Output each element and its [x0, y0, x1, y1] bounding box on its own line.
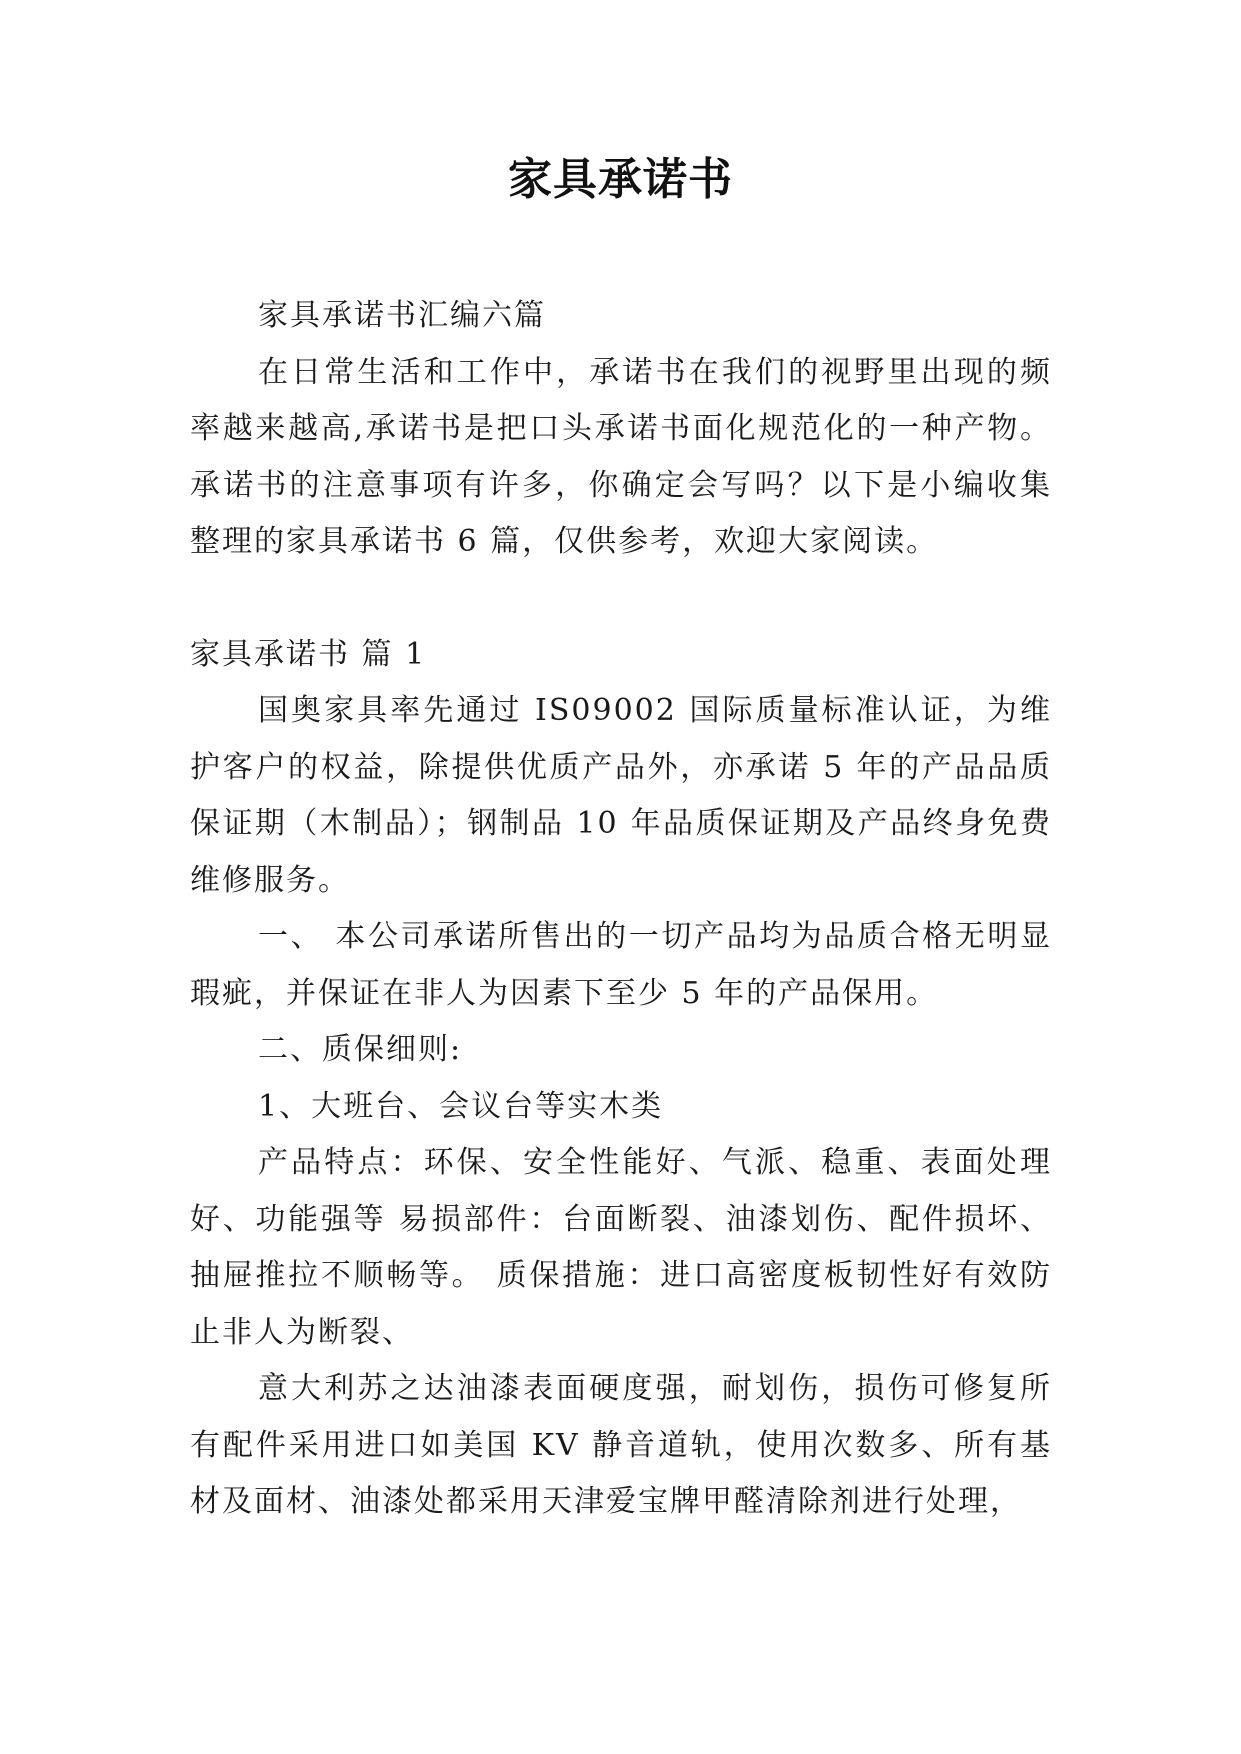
body-paragraph-4: 1、大班台、会议台等实木类 [258, 1088, 664, 1124]
body-paragraph-3: 二、质保细则: [258, 1032, 463, 1067]
body-paragraph-6: 意大利苏之达油漆表面硬度强，耐划伤，损伤可修复所有配件采用进口如美国 KV 静音道轨，使用次数多、所有基材及面材、油漆处都采用天津爱宝牌甲醛清除剂进行处理， [190, 1371, 1052, 1519]
intro-paragraph: 在日常生活和工作中，承诺书在我们的视野里出现的频率越来越高,承诺书是把口头承诺书面化规范化的一种产物。承诺书的注意事项有许多，你确定会写吗？以下是小编收集整理的家具承诺书 6 篇，仅供参考，欢迎大家阅读。 [190, 354, 1052, 559]
section-heading: 家具承诺书 篇 1 [190, 636, 427, 672]
document-body [190, 288, 1052, 1531]
body-paragraph-2: 一、 本公司承诺所售出的一切产品均为品质合格无明显瑕疵，并保证在非人为因素下至少 5 年的产品保用。 [190, 919, 1052, 1011]
body-paragraph-1: 国奥家具率先通过 IS09002 国际质量标准认证，为维护客户的权益，除提供优质产品外，亦承诺 5 年的产品品质保证期（木制品）；钢制品 10 年品质保证期及产品终身免费维修服务。 [190, 693, 1052, 898]
document-title: 家具承诺书 [508, 154, 733, 205]
body-paragraph-5: 产品特点：环保、安全性能好、气派、稳重、表面处理好、功能强等 易损部件：台面断裂、油漆划伤、配件损坏、抽屉推拉不顺畅等。 质保措施：进口高密度板韧性好有效防止非人为断裂、 [190, 1145, 1052, 1350]
section-spacer [190, 571, 1052, 627]
document-subtitle: 家具承诺书汇编六篇 [258, 298, 546, 333]
